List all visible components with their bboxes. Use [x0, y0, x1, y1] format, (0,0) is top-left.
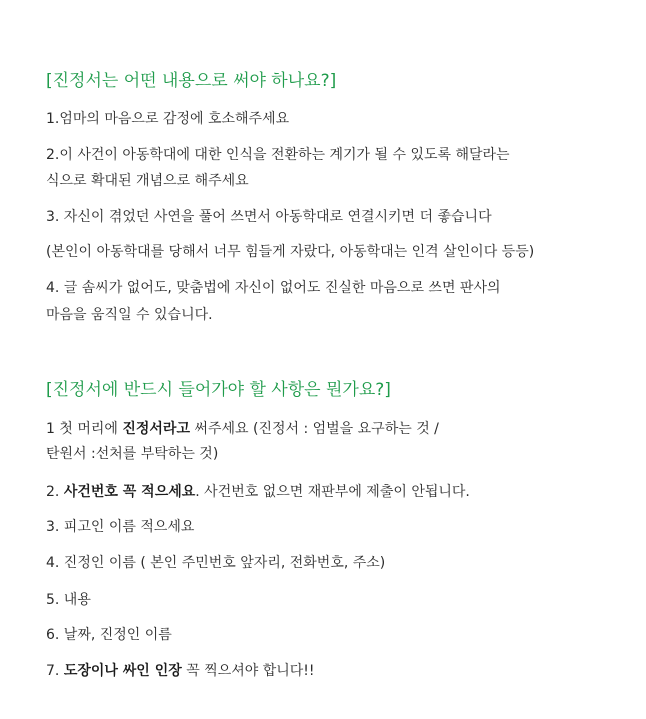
requirement-1: 1 첫 머리에 진정서라고 써주세요 (진정서 : 엄벌을 요구하는 것 /	[46, 421, 439, 437]
guideline-2-continued: 식으로 확대된 개념으로 해주세요	[46, 173, 249, 189]
section-heading-content: [진정서는 어떤 내용으로 써야 하나요?]	[46, 71, 337, 91]
guideline-4: 4. 글 솜씨가 없어도, 맞춤법에 자신이 없어도 진실한 마음으로 쓰면 판사의	[46, 280, 501, 296]
requirement-4: 4. 진정인 이름 ( 본인 주민번호 앞자리, 전화번호, 주소)	[46, 555, 386, 571]
requirement-7-emphasis: 도장이나 싸인 인장	[63, 663, 182, 679]
requirement-6: 6. 날짜, 진정인 이름	[46, 627, 172, 643]
guideline-3-example: (본인이 아동학대를 당해서 너무 힘들게 자랐다, 아동학대는 인격 살인이다 등등)	[46, 244, 535, 260]
section-heading-requirements: [진정서에 반드시 들어가야 할 사항은 뭔가요?]	[46, 380, 391, 400]
requirement-2-emphasis: 사건번호 꼭 적으세요	[63, 484, 196, 500]
guideline-2: 2.이 사건이 아동학대에 대한 인식을 전환하는 계기가 될 수 있도록 해달라는	[46, 147, 510, 163]
guideline-1: 1.엄마의 마음으로 감정에 호소해주세요	[46, 111, 290, 127]
requirement-1-emphasis: 진정서라고	[122, 421, 190, 437]
guideline-4-continued: 마음을 움직일 수 있습니다.	[46, 307, 213, 323]
guideline-3: 3. 자신이 겪었던 사연을 풀어 쓰면서 아동학대로 연결시키면 더 좋습니다	[46, 209, 492, 225]
requirement-1-continued: 탄원서 :선처를 부탁하는 것)	[46, 446, 219, 462]
requirement-2: 2. 사건번호 꼭 적으세요. 사건번호 없으면 재판부에 제출이 안됩니다.	[46, 484, 470, 500]
requirement-5: 5. 내용	[46, 592, 91, 608]
requirement-3: 3. 피고인 이름 적으세요	[46, 519, 195, 535]
requirement-7: 7. 도장이나 싸인 인장 꼭 찍으셔야 합니다!!	[46, 663, 315, 679]
